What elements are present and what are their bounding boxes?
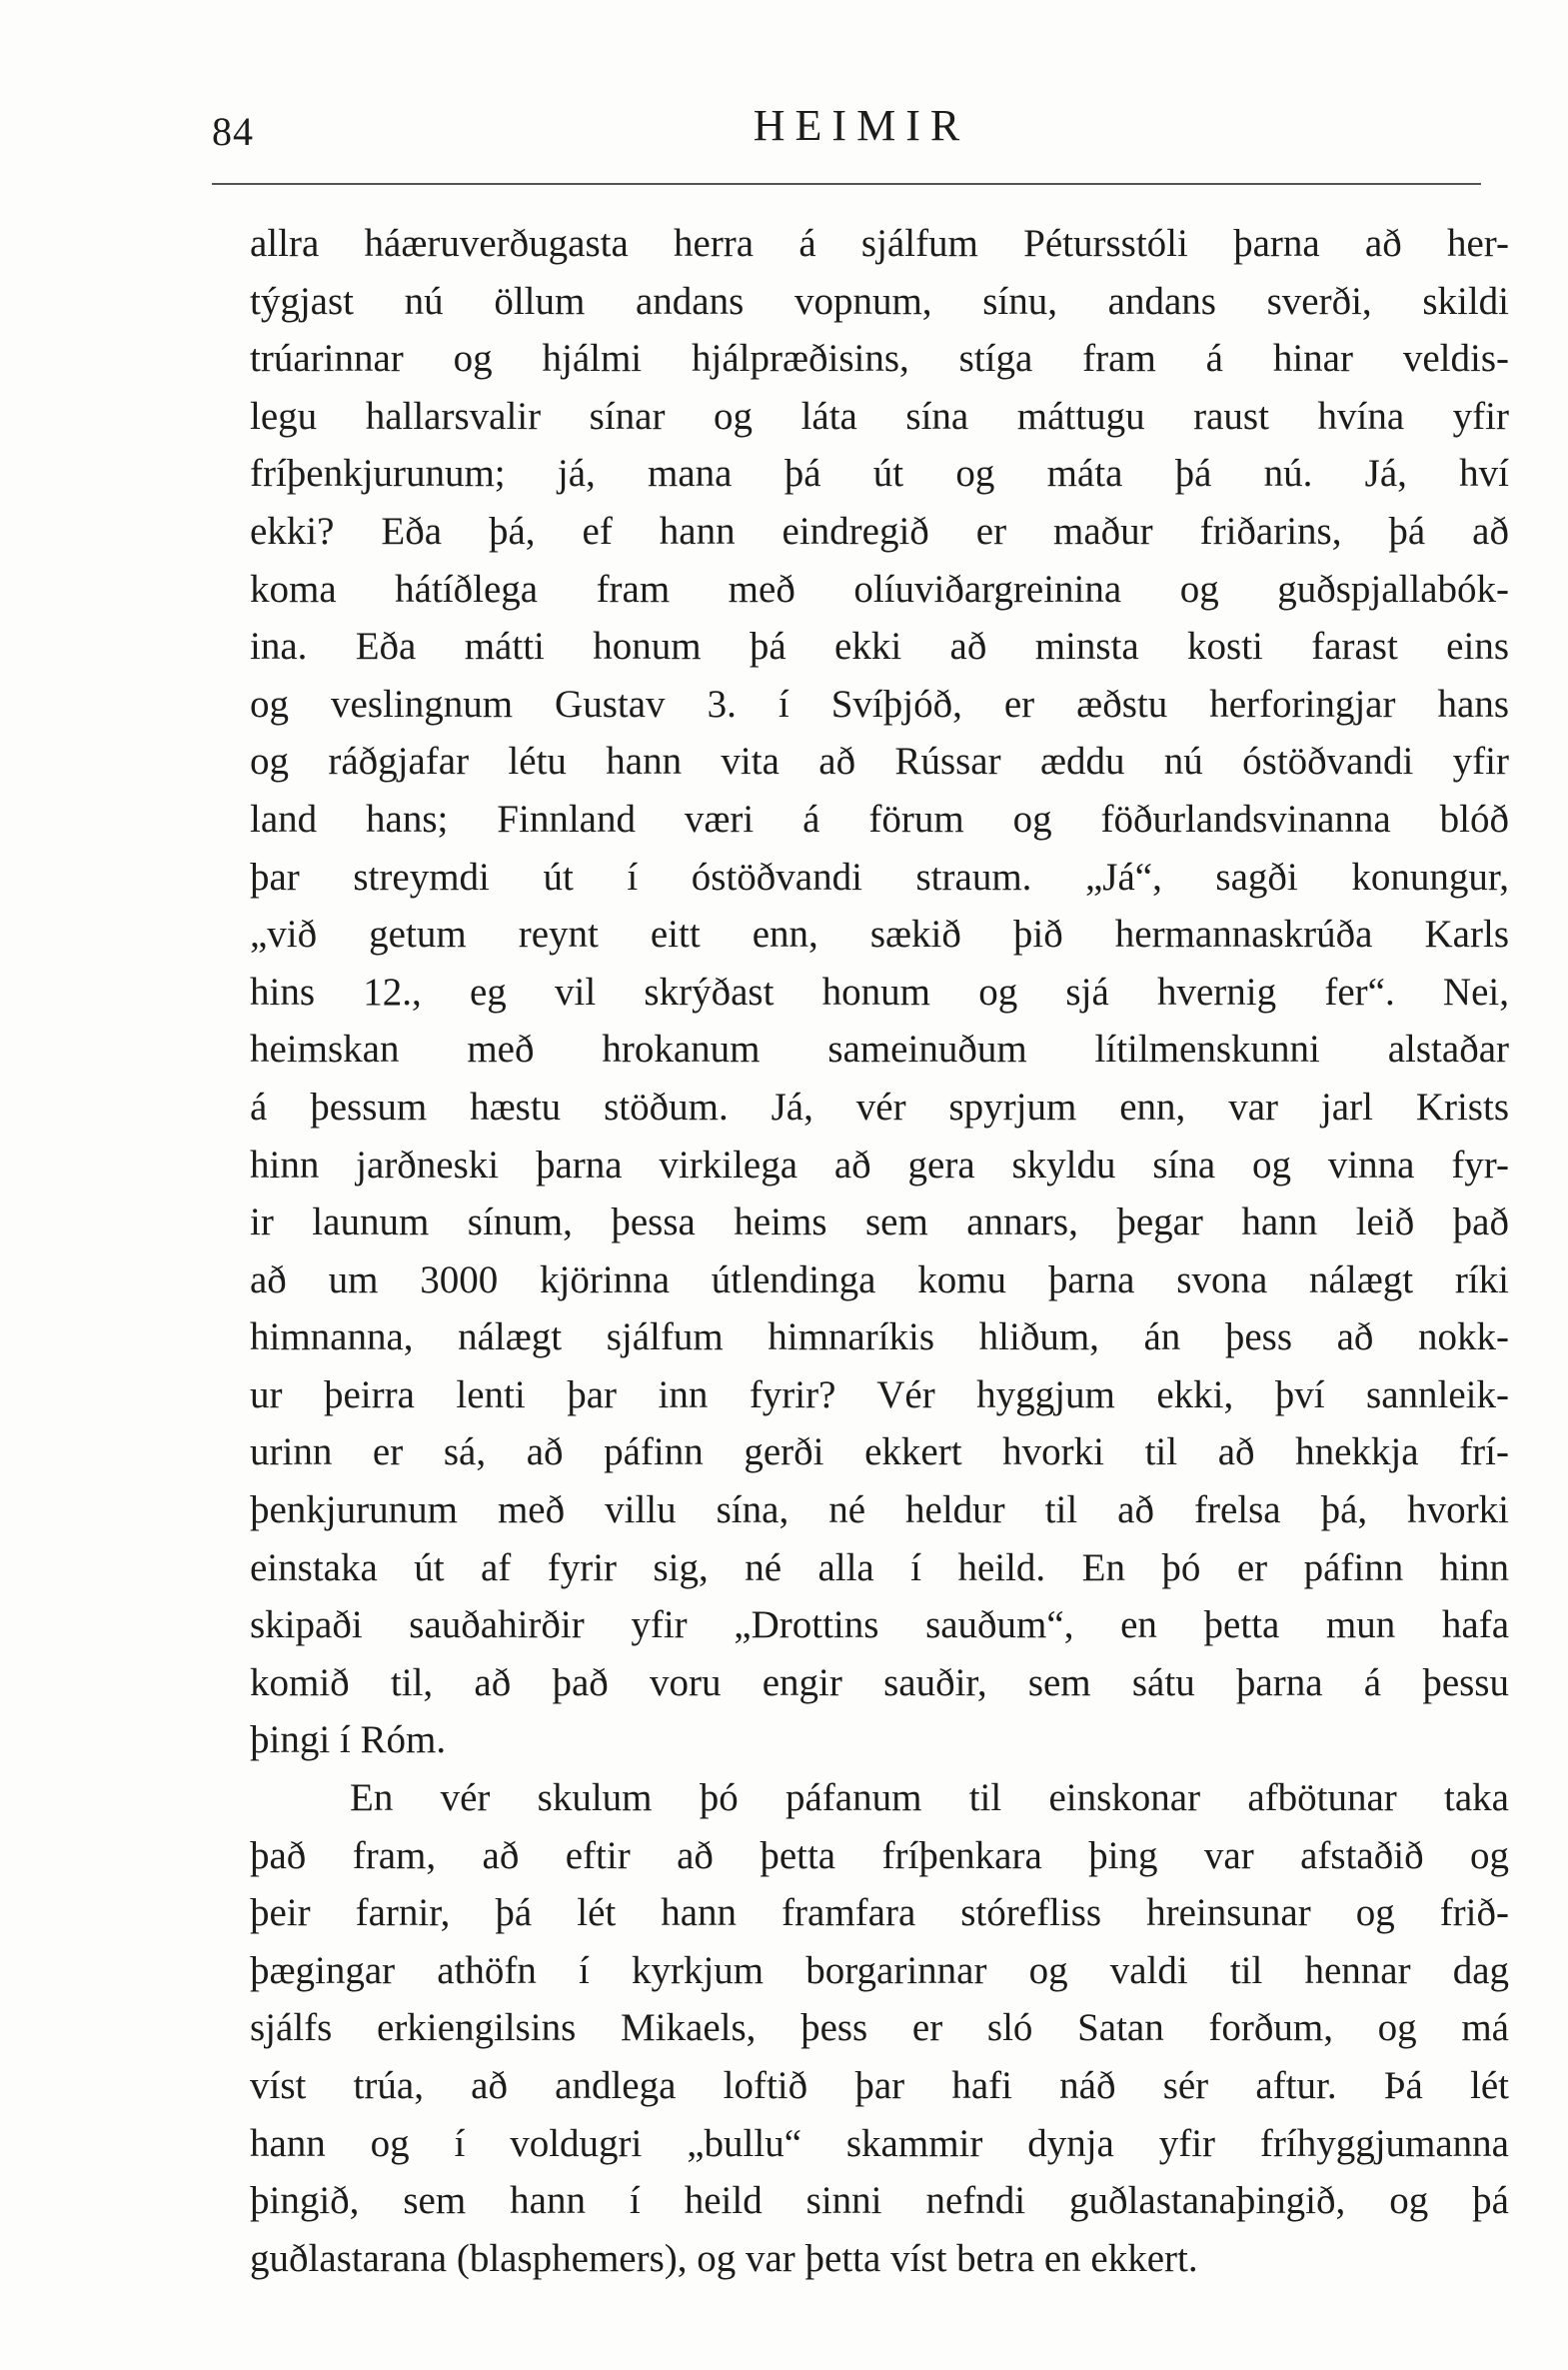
text-line: skipaði sauðahirðir yfir „Drottins sauðum“, en þetta mun hafa (250, 1603, 1509, 1647)
text-line: einstaka út af fyrir sig, né alla í heild. En þó er páfinn hinn (250, 1545, 1509, 1589)
text-line: sjálfs erkiengilsins Mikaels, þess er sló Satan forðum, og má (250, 2006, 1509, 2050)
text-line: að um 3000 kjörinna útlendinga komu þarna svona nálægt ríki (250, 1257, 1509, 1301)
running-title: HEIMIR (753, 101, 970, 150)
text-line: og veslingnum Gustav 3. í Svíþjóð, er æðstu herforingjar hans (250, 682, 1509, 726)
text-line: ekki? Eða þá, ef hann eindregið er maður friðarins, þá að (250, 509, 1509, 553)
text-line: land hans; Finnland væri á förum og föðurlandsvinanna blóð (250, 797, 1509, 841)
text-line: þenkjurunum með villu sína, né heldur til að frelsa þá, hvorki (250, 1488, 1509, 1532)
text-line: fríþenkjurunum; já, mana þá út og máta þá nú. Já, hví (250, 452, 1509, 496)
text-line: hins 12., eg vil skrýðast honum og sjá hvernig fer“. Nei, (250, 970, 1509, 1014)
text-line: „við getum reynt eitt enn, sækið þið hermannaskrúða Karls (250, 913, 1509, 957)
text-line: heimskan með hrokanum sameinuðum lítilmenskunni alstaðar (250, 1028, 1509, 1072)
text-line: þar streymdi út í óstöðvandi straum. „Já“, sagði konungur, (250, 855, 1509, 899)
text-line: á þessum hæstu stöðum. Já, vér spyrjum enn, var jarl Krists (250, 1085, 1509, 1129)
text-line: ir launum sínum, þessa heims sem annars, þegar hann leið það (250, 1200, 1509, 1244)
text-line: og ráðgjafar létu hann vita að Rússar æddu nú óstöðvandi yfir (250, 740, 1509, 784)
page-number: 84 (212, 109, 254, 154)
text-line: legu hallarsvalir sínar og láta sína máttugu raust hvína yfir (250, 394, 1509, 438)
header-rule (212, 183, 1481, 185)
text-line: þægingar athöfn í kyrkjum borgarinnar og valdi til hennar dag (250, 1948, 1509, 1992)
text-line: trúarinnar og hjálmi hjálpræðisins, stíga fram á hinar veldis- (250, 337, 1509, 381)
text-line: hann og í voldugri „bullu“ skammir dynja yfir fríhyggjumanna (250, 2121, 1509, 2165)
text-line: ur þeirra lenti þar inn fyrir? Vér hyggjum ekki, því sannleik- (250, 1372, 1509, 1416)
running-head (212, 100, 1481, 180)
text-line: guðlastarana (blasphemers), og var þetta víst betra en ekkert. (250, 2236, 1198, 2280)
text-line: komið til, að það voru engir sauðir, sem sátu þarna á þessu (250, 1660, 1509, 1704)
text-line: himnanna, nálægt sjálfum himnaríkis hliðum, án þess að nokk- (250, 1315, 1509, 1359)
text-line: hinn jarðneski þarna virkilega að gera skyldu sína og vinna fyr- (250, 1143, 1509, 1186)
text-line: allra háæruverðugasta herra á sjálfum Pétursstóli þarna að her- (250, 222, 1509, 265)
text-line: urinn er sá, að páfinn gerði ekkert hvorki til að hnekkja frí- (250, 1430, 1509, 1474)
text-line: ina. Eða mátti honum þá ekki að minsta kosti farast eins (250, 625, 1509, 669)
text-line: það fram, að eftir að þetta fríþenkara þing var afstaðið og (250, 1833, 1509, 1877)
text-line: týgjast nú öllum andans vopnum, sínu, andans sverði, skildi (250, 279, 1509, 323)
paragraph-end-line: þingi í Róm. (250, 1718, 447, 1762)
text-line: þingið, sem hann í heild sinni nefndi guðlastanaþingið, og þá (250, 2179, 1509, 2223)
text-line: víst trúa, að andlega loftið þar hafi náð sér aftur. Þá lét (250, 2064, 1509, 2107)
body-text (250, 215, 1509, 2287)
text-line: þeir farnir, þá lét hann framfara stórefliss hreinsunar og frið- (250, 1891, 1509, 1935)
paragraph-start-line: En vér skulum þó páfanum til einskonar afbötunar taka (350, 1776, 1509, 1820)
text-line: koma hátíðlega fram með olíuviðargreinina og guðspjallabók- (250, 567, 1509, 611)
